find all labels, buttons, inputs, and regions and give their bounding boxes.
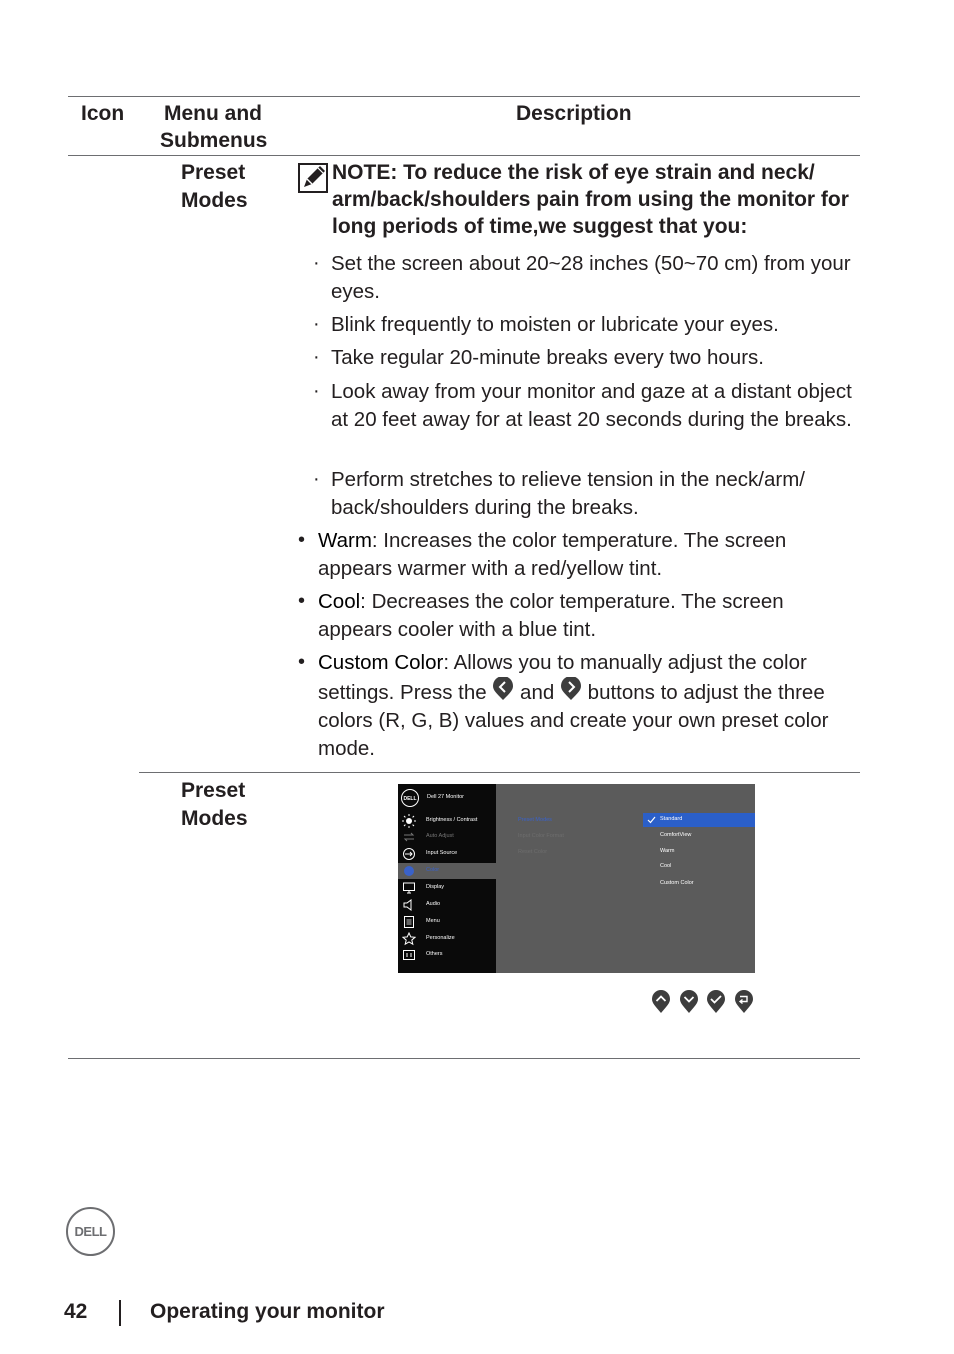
osd-menu-label: Audio xyxy=(426,901,441,907)
note-text: NOTE: To reduce the risk of eye strain and neck/ arm/back/shoulders pain from using the monitor for long periods of time,we suggest that you: xyxy=(332,161,849,238)
left-button-icon xyxy=(492,677,514,701)
sub-bullet-text: Blink frequently to moisten or lubricate your eyes. xyxy=(331,313,779,336)
bullet-desc: : Allows you to manually adjust the color settings. Press the xyxy=(318,651,807,704)
header-bottom-rule xyxy=(68,155,860,156)
osd-option-label: Warm xyxy=(660,848,675,854)
sub-bullet-dot: · xyxy=(313,346,320,368)
osd-option-cool xyxy=(643,860,755,874)
row-divider xyxy=(139,772,860,773)
table-bottom-rule xyxy=(68,1058,860,1059)
osd-menu-label: Auto Adjust xyxy=(426,833,454,839)
bullet-desc: : Increases the color temperature. The screen appears warmer with a red/yellow tint. xyxy=(318,529,787,580)
osd-option-label: Custom Color xyxy=(660,880,694,886)
row1-menu-line2: Modes xyxy=(181,189,248,212)
right-button-icon xyxy=(560,677,582,701)
osd-option-label: Cool xyxy=(660,863,672,869)
page-number: 42 xyxy=(64,1300,88,1323)
up-button-icon xyxy=(651,990,671,1014)
osd-submenu-reset-color: Reset Color xyxy=(518,849,548,855)
bullet-desc: buttons to adjust the three colors (R, G, B) values and create your own preset color mode. xyxy=(318,681,829,760)
osd-menu-label: Brightness / Contrast xyxy=(426,817,478,823)
bullet-dot: • xyxy=(298,590,306,612)
sub-bullet-text: Look away from your monitor and gaze at a distant object at 20 feet away for at least 20 seconds during the breaks. xyxy=(331,380,852,431)
osd-menu-brightness xyxy=(398,813,496,829)
osd-menu-label: Color xyxy=(426,867,440,873)
color-icon xyxy=(402,864,416,878)
bullet-warm xyxy=(318,527,853,582)
osd-menu-label: Others xyxy=(426,951,443,957)
osd-menu-label: Display xyxy=(426,884,445,890)
osd-menu-audio xyxy=(398,897,496,913)
table-top-rule xyxy=(68,96,860,97)
sub-bullet-text: Set the screen about 20~28 inches (50~70 cm) from your eyes. xyxy=(331,252,851,303)
others-icon xyxy=(402,948,416,962)
star-icon xyxy=(402,932,416,946)
sub-bullet-text: Perform stretches to relieve tension in the neck/arm/ back/shoulders during the breaks. xyxy=(331,468,805,519)
input-source-icon xyxy=(402,847,416,861)
audio-icon xyxy=(402,898,416,912)
row2-menu-line2: Modes xyxy=(181,807,248,830)
sub-bullet-text: Take regular 20-minute breaks every two hours. xyxy=(331,346,764,369)
section-title: Operating your monitor xyxy=(150,1300,385,1323)
header-icon: Icon xyxy=(81,102,125,125)
back-button-icon xyxy=(734,990,754,1014)
bullet-custom-color xyxy=(318,649,853,763)
auto-adjust-icon xyxy=(402,830,416,844)
note-pencil-icon xyxy=(298,163,328,193)
ok-button-icon xyxy=(706,990,726,1014)
osd-submenu-input-color-format: Input Color Format xyxy=(518,833,564,839)
osd-menu-label: Menu xyxy=(426,918,440,924)
osd-screenshot xyxy=(398,784,755,973)
bullet-desc: : Decreases the color temperature. The screen appears cooler with a blue tint. xyxy=(318,590,784,641)
osd-option-label: ComfortView xyxy=(660,832,692,838)
sub-bullet-dot: · xyxy=(313,252,320,274)
footer-separator xyxy=(119,1300,121,1326)
osd-menu-input-source xyxy=(398,846,496,862)
row2-menu-line1: Preset xyxy=(181,779,246,802)
row1-menu-line1: Preset xyxy=(181,161,246,184)
osd-option-comfortview xyxy=(643,829,755,843)
bullet-term: Warm xyxy=(318,529,372,552)
osd-menu-color xyxy=(398,863,496,879)
osd-option-warm xyxy=(643,845,755,859)
brightness-icon xyxy=(402,814,416,828)
osd-submenu-preset-modes: Preset Modes xyxy=(518,817,552,823)
osd-menu-display xyxy=(398,880,496,896)
osd-dell-logo: DELL xyxy=(401,789,419,807)
bullet-term: Cool xyxy=(318,590,361,613)
bullet-term: Custom Color xyxy=(318,651,444,674)
osd-menu-auto-adjust xyxy=(398,829,496,845)
osd-menu-others xyxy=(398,947,496,963)
sub-bullet-dot: · xyxy=(313,313,320,335)
osd-sidebar xyxy=(398,784,496,973)
osd-menu-menu xyxy=(398,914,496,930)
bullet-dot: • xyxy=(298,529,306,551)
check-icon xyxy=(647,816,656,824)
menu-icon xyxy=(402,915,416,929)
osd-option-standard xyxy=(643,813,755,827)
display-icon xyxy=(402,881,416,895)
bullet-cool xyxy=(318,588,853,643)
osd-title: Dell 27 Monitor xyxy=(427,794,464,800)
header-description: Description xyxy=(516,102,632,125)
sub-bullet-dot: · xyxy=(313,468,320,490)
bullet-dot: • xyxy=(298,651,306,673)
header-menu-line2: Submenus xyxy=(160,129,268,152)
osd-menu-personalize xyxy=(398,931,496,947)
bullet-desc: and xyxy=(520,681,555,704)
header-menu-line1: Menu and xyxy=(164,102,262,125)
osd-menu-label: Personalize xyxy=(426,935,455,941)
down-button-icon xyxy=(679,990,699,1014)
osd-option-label: Standard xyxy=(660,816,683,822)
dell-logo: DELL xyxy=(66,1207,115,1256)
osd-menu-label: Input Source xyxy=(426,850,458,856)
osd-option-custom-color xyxy=(643,877,755,891)
sub-bullet-dot: · xyxy=(313,380,320,402)
